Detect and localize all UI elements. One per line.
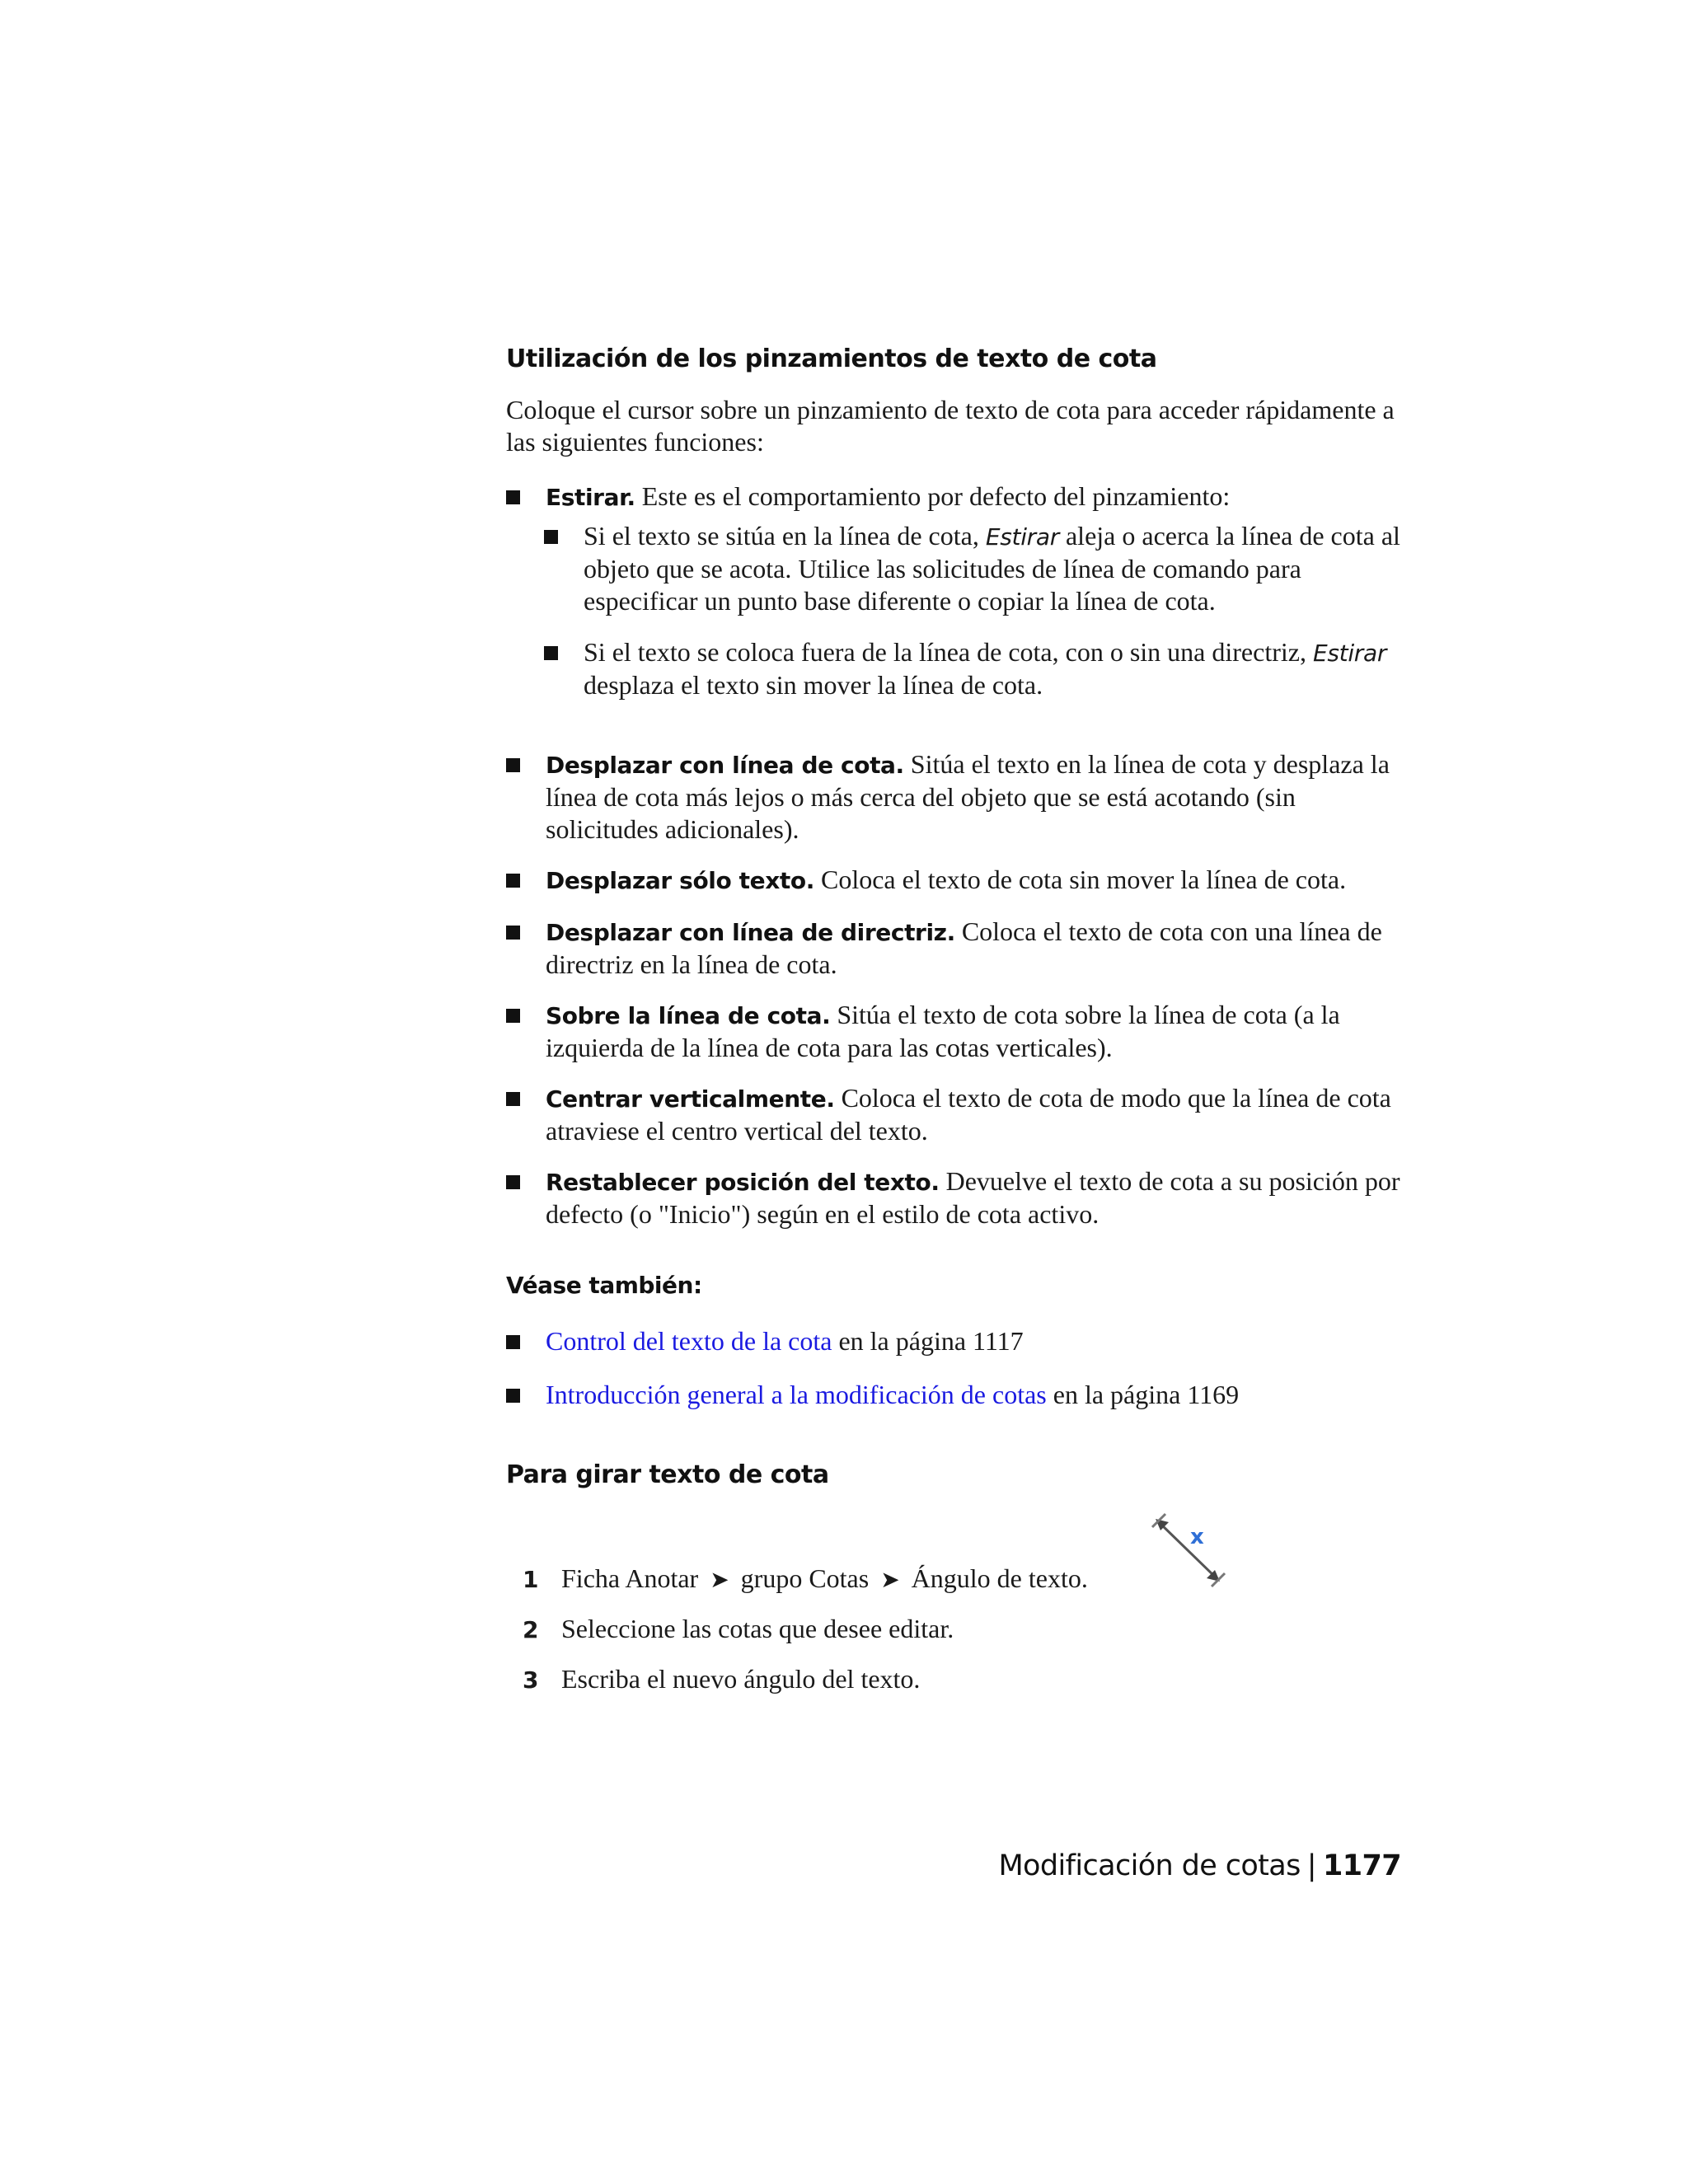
item-description: Sitúa el texto de cota sobre la línea de cota (a la izquierda de la línea de cota para las cotas verticales). bbox=[546, 1000, 1340, 1062]
list-item-move-with-dim-line bbox=[546, 748, 1403, 846]
list-item-center-vertically bbox=[546, 1082, 1403, 1147]
step-3 bbox=[523, 1663, 920, 1696]
step-number: 2 bbox=[523, 1616, 539, 1643]
item-term: Desplazar con línea de cota. bbox=[546, 752, 904, 779]
sub-item-stretch-2 bbox=[584, 636, 1403, 701]
bullet-icon bbox=[506, 758, 520, 772]
item-description: Coloca el texto de cota con una línea de directriz en la línea de cota. bbox=[546, 916, 1382, 979]
list-item-stretch bbox=[546, 480, 1403, 513]
item-description: Sitúa el texto en la línea de cota y desplaza la línea de cota más lejos o más cerca del objeto que se está acotando (sin solicitudes adicionales). bbox=[546, 749, 1390, 844]
list-item-move-with-leader bbox=[546, 916, 1403, 981]
sub2-text-b: desplaza el texto sin mover la línea de cota. bbox=[584, 670, 1043, 700]
bullet-icon bbox=[506, 926, 520, 940]
sub1-text-b: aleja o acerca la línea de cota al objeto que se acota. Utilice las solicitudes de línea de comando para especificar un punto base diferente o copiar la línea de cota. bbox=[584, 521, 1400, 616]
footer-chapter-title: Modificación de cotas bbox=[998, 1849, 1301, 1882]
bullet-icon bbox=[506, 1175, 520, 1189]
item-description: Coloca el texto de cota de modo que la línea de cota atraviese el centro vertical del texto. bbox=[546, 1083, 1391, 1146]
dimension-text-angle-icon bbox=[1151, 1512, 1228, 1588]
see-also-heading: Véase también: bbox=[506, 1272, 702, 1299]
bullet-icon bbox=[506, 490, 520, 504]
see-also-item-1 bbox=[546, 1325, 1403, 1357]
sub2-text-a: Si el texto se coloca fuera de la línea de cota, con o sin una directriz, bbox=[584, 637, 1313, 667]
sub1-text-a: Si el texto se sitúa en la línea de cota, bbox=[584, 521, 986, 551]
bullet-icon bbox=[506, 1009, 520, 1023]
bullet-icon bbox=[506, 1092, 520, 1106]
bullet-icon bbox=[544, 646, 558, 660]
page-footer bbox=[998, 1849, 1401, 1882]
bullet-icon bbox=[506, 874, 520, 888]
link-modify-dims-overview[interactable]: Introducción general a la modificación de cotas bbox=[546, 1380, 1047, 1409]
sub1-emphasis: Estirar bbox=[985, 523, 1059, 551]
section-heading-grips: Utilización de los pinzamientos de texto de cota bbox=[506, 344, 1157, 373]
sub-item-stretch-1 bbox=[584, 520, 1403, 617]
ribbon-tab-annotate: Ficha Anotar bbox=[561, 1563, 699, 1593]
footer-separator: | bbox=[1306, 1849, 1316, 1882]
step-2 bbox=[523, 1613, 954, 1646]
bullet-icon bbox=[506, 1389, 520, 1403]
item-term: Centrar verticalmente. bbox=[546, 1085, 835, 1113]
arrow-right-icon: ➤ bbox=[880, 1568, 900, 1593]
text-angle-command: Ángulo de texto. bbox=[911, 1563, 1088, 1593]
see-also-item-2 bbox=[546, 1379, 1403, 1411]
step-1 bbox=[523, 1563, 1088, 1596]
section-heading-rotate: Para girar texto de cota bbox=[506, 1460, 829, 1489]
item-description: Coloca el texto de cota sin mover la línea de cota. bbox=[814, 865, 1347, 894]
list-item-move-text-only bbox=[546, 864, 1403, 897]
ribbon-panel-dimensions: grupo Cotas bbox=[740, 1563, 870, 1593]
link-page-ref: en la página 1169 bbox=[1046, 1380, 1240, 1409]
item-term: Restablecer posición del texto. bbox=[546, 1169, 940, 1196]
intro-paragraph: Coloque el cursor sobre un pinzamiento de texto de cota para acceder rápidamente a las siguientes funciones: bbox=[506, 395, 1395, 457]
term-stretch: Estirar. bbox=[546, 484, 635, 511]
stretch-description: Este es el comportamiento por defecto del pinzamiento: bbox=[635, 481, 1231, 511]
page-number: 1177 bbox=[1322, 1849, 1401, 1882]
link-page-ref: en la página 1117 bbox=[832, 1326, 1024, 1356]
item-term: Desplazar sólo texto. bbox=[546, 867, 814, 894]
list-item-reset-text-position bbox=[546, 1165, 1403, 1230]
sub2-emphasis: Estirar bbox=[1312, 640, 1387, 667]
step-number: 1 bbox=[523, 1566, 539, 1593]
item-term: Desplazar con línea de directriz. bbox=[546, 919, 955, 946]
step-text: Seleccione las cotas que desee editar. bbox=[561, 1614, 954, 1643]
step-text: Escriba el nuevo ángulo del texto. bbox=[561, 1664, 921, 1694]
bullet-icon bbox=[506, 1335, 520, 1349]
list-item-above-dim-line bbox=[546, 999, 1403, 1064]
svg-text:x: x bbox=[1190, 1525, 1204, 1549]
item-term: Sobre la línea de cota. bbox=[546, 1002, 831, 1029]
step-number: 3 bbox=[523, 1666, 539, 1694]
bullet-icon bbox=[544, 530, 558, 544]
link-control-dim-text[interactable]: Control del texto de la cota bbox=[546, 1326, 832, 1356]
item-description: Devuelve el texto de cota a su posición por defecto (o "Inicio") según en el estilo de cota activo. bbox=[546, 1166, 1400, 1229]
arrow-right-icon: ➤ bbox=[710, 1568, 729, 1593]
